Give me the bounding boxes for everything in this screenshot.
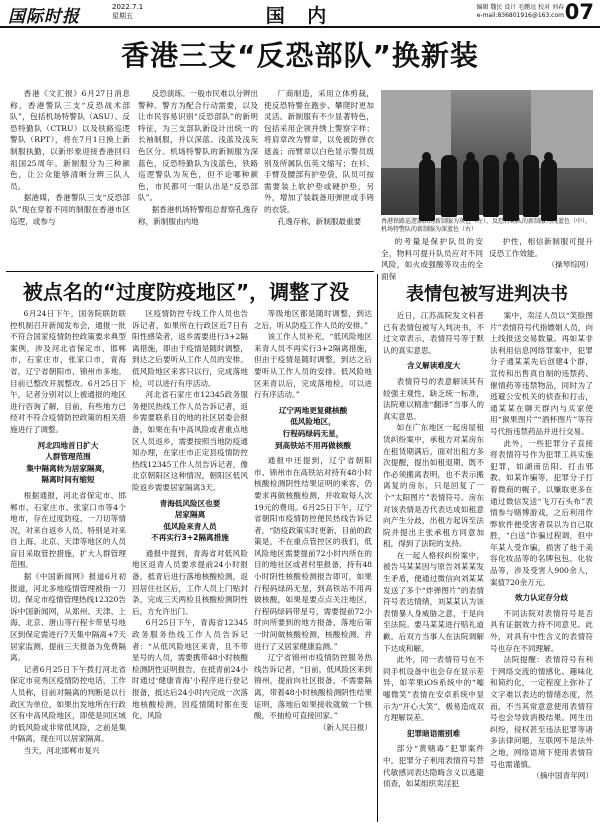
photo-officer-head <box>506 152 515 162</box>
paragraph: 等级地区都是随时调整，到达之后，听从防疫工作人员的安排。” <box>254 309 372 330</box>
page-header <box>0 0 600 28</box>
paragraph: 6月25日下午，青海省12345政务服务热线工作人员告诉记者：“从低风险地区来青，且不带星号的人员，需要携带48小时核酸检测阴性证明报告，在抵青前24小时通过‘健康青海’小程序进行登记报备，抵达后24小时内完成一次落地核酸检测，因疫情随时都在变化，风险 <box>132 618 248 721</box>
paragraph: 记者6月25日下午拨打河北省保定市竞秀区疫情防控电话，工作人员称，目前对隔离的判断是以行政区为单位，如果出发地所在行政区有中高风险地区，即使是同区域的低风险或非常低风险，之前是集中隔离，现在可以居家隔离。 <box>10 664 126 744</box>
paragraph: 该工作人员补充，“低风险地区来青人员不再实行3+2隔离措施，但由于疫情是随时调整，到达之后要听从工作人员的安排。低风险地区来青以后，完成落地检，可以进行有序活动。” <box>254 332 372 400</box>
paragraph: 法院提醒：表情符号有利于网络交流的情感化、趣味化和简约化，一定程度上弥补了文字难以表达的情绪态度，然而，不当其常意意使用表情符号也会导致消极结果。网生出纠纷，侵权甚至违法犯罪等诸多法律问题，互联网不是法外之地，网络语境下使用表情符号也需谨慎。 <box>490 655 593 769</box>
article3-headline: 表情包被写进判决书 <box>406 284 568 305</box>
article1-column-1 <box>10 88 130 258</box>
paragraph: 据香港机场特警组总督察孔逸存称，新制服由内地 <box>138 204 258 226</box>
editor-credits <box>476 4 564 20</box>
photo-officer <box>419 159 435 221</box>
article2-column-1 <box>10 308 126 822</box>
photo-officer-head <box>466 152 475 162</box>
paragraph: 此外，一些犯罪分子直接将表情符号作为犯罪工具实施犯罪，如湖南岳阳、打击邪教、如某诈骗等，犯罪分子打着微商的幌子，以赚取更多在通过微信发送“飞刀石头布”表情参与赌博游戏，之后利用作弊软件便受害者误以为自己取胜，“白送”诈骗过程调，但中年某人受诈骗，损害了他于美容化妆品等的名牌包包、化妆品等，涉及受害人900余人，案值720余万元。 <box>490 438 593 587</box>
article2-source: （新人民日报） <box>318 722 372 732</box>
issue-date: 2022.7.1 <box>112 3 144 11</box>
paragraph: 近日，江苏高院发文科普已有表情包被写入判决书，不过文章表示，表情符号等于默认的真实意思。 <box>383 311 484 355</box>
paragraph: 反恐演练。一般市民难以分辨出警种。警方为配合行动需要，以及让市民容易识别“反恐部队”的新明特征，为三支部队新设计出统一的长袖制服，并以深蓝、浅蓝及浅灰色区分。机场特警队的新制服为深蓝色，反恐特勤队为浅蓝色，铁路巡逻警队为灰色，但不论哪种颜色，市民都可一眼认出是“反恐部队”。 <box>138 89 258 203</box>
paragraph: 表情符号的表意解读其有较强主观性，缺乏统一标准，法院难以精准“翻译”当事人的真实意思。 <box>383 376 484 421</box>
paragraph: 河北省石家庄市12345政务服务便民热线工作人员告诉记者，返乡需要联系目的地的社区居委会报备，如果在有中高风险或者重点地区人员返乡，需要按照当地防疫通知办理，在家庄市正定县疫情防控热线12345工作人员告诉记者，像北京朝阳区这种情况，朝阳区低风险返乡需要居家隔离3天。 <box>132 390 248 492</box>
paragraph: 在一起人格权纠纷案中，被告马某某因与原告刘某某发生矛盾，便通过微信向刘某某发送了多个“炸弹图片”的表情符号表达情绪，刘某某认为该表情暴人身威胁之意，于是向至法院。要马某某进行赔礼道歉。后双方当事人在法院调解下达成和解。 <box>383 550 484 653</box>
column-divider <box>377 274 378 822</box>
article1-column-3 <box>264 88 374 258</box>
article1-column-5 <box>489 236 593 272</box>
editor-names: 编辑 魏民 设计 毛鹏远 校对 刘春 <box>476 4 564 11</box>
article1-column-2 <box>138 88 258 258</box>
paragraph: 护性，相信新制服可提升反恐工作效能。 <box>489 237 593 258</box>
photo-building <box>531 90 593 168</box>
article3-subheading-meaning: 含义解读难度大 <box>406 361 461 371</box>
photo-officer <box>541 159 557 221</box>
article3-subheading-crime: 犯罪暗语需别难 <box>406 728 461 738</box>
article1-photo <box>381 90 593 215</box>
paragraph: 据港媒，香港警队三支“反恐部队”现在穿着不同的制服在香港市区巡逻，或参与 <box>10 193 130 226</box>
article2-subheading-liaoning: 辽宁两地更复健核酸 低风险地区， 行程码绿码无星， 到高铁站不用再做核酸 <box>275 405 351 450</box>
article3-column-2 <box>490 310 593 822</box>
article1-source: （操琴综网） <box>547 260 593 270</box>
paragraph: 此外，同一表情符号在不同手机设备中也会存在显示差异，如苹果iOS系统中的“嘘嘘微笑”表情在安卓系统中显示为“开心大笑”，极易造成双方理解误差。 <box>383 655 484 723</box>
paragraph: 区疫情防控专线工作人员也告诉记者，如果所在行政区近7日有阳性感染者，返乡需要进行3+2隔离措施，即由于疫情是随时调整，到达之后要听从工作人员的安排。低风险地区来客只以行，完成落地检，可以进行有序活动。 <box>132 309 248 388</box>
paragraph: 部分“黄赌毒”犯罪案件中，犯罪分子利用表情符号替代敏感词表达隐晦含义以逃避侦查，如某组织卖淫犯 <box>383 744 484 789</box>
divider <box>6 271 374 272</box>
article2-column-2 <box>132 308 248 822</box>
article2-column-3 <box>254 308 372 822</box>
paragraph: 根据通报，河北省保定市、邯郸市、石家庄市、张家口市等4个地市，存在过度防疫、一刀切等情况，对来自返乡人员、特别是对来自上海、北京、天津等地区的人员盲目采取管控措施，扩大人群管理范围。 <box>10 490 126 570</box>
paragraph: 不同法院对表情符号是否具有证据效力持不同意见。此外，对具有中性含义的表情符号也存在不同理解。 <box>490 608 593 653</box>
article2-headline: 被点名的“过度防疫地区”，调整了没 <box>22 280 350 304</box>
article2-subheading-qinghai: 青海低风险区也要 居家隔离 低风险来青人员 不再实行3+2隔离措施 <box>151 498 229 543</box>
paragraph: 辽宁省锦州市疫情防控服务热线告诉记者，“目前，低风险区来到锦州，提前向社区报备，不需要隔离，带着48小时核酸检测阴性结果证明，落地后如果接收就做一个核酸，不抽检可直接回家。” <box>254 653 372 721</box>
paragraph: 孔逸存称，新制服最重要 <box>277 216 362 226</box>
photo-officer-head <box>544 152 553 162</box>
article1-column-4 <box>381 236 483 281</box>
paragraph: 案中，卖淫人员以“笑脸图片”表情符号代指嫖娼人员，向上线报送交易数量。再如某非法利用信息网络罪案中，犯罪分子通某某先后创建4个群，宣传和出售真自制的违禁药、催情药等违禁物品，同时为了逃避公安机关的侦查和打击，通某某在聊天群内与买家使用“猴果图片”“酒杯图片”等符号代指违禁药品并进行交易。 <box>490 311 593 436</box>
editor-email: e-mail:836801916@163.com <box>476 12 564 19</box>
article2-subheading-hebei: 河北四地首日扩大 人群管理范围 集中隔离转为居家隔离， 隔离时间有缩短 <box>26 440 110 485</box>
photo-officer <box>503 159 519 221</box>
paragraph: 据《中国新闻网》报道6月初报道，河北多地疫情管理被指一刀切。保定市疫情管理热线12320告诉中国新闻网，从郑州、天津、上海、北京、唐山等行程卡带星号地区到保定需进行7天集中隔离+7天居家监测，提前三天报备为免费隔离。 <box>10 572 126 663</box>
article1-headline: 香港三支“反恐部队”换新装 <box>121 39 479 72</box>
photo-officer-head <box>486 155 495 165</box>
paragraph: 厂商制造，采用立体剪裁，使反恐特警在跑步、攀爬时更加灵活。新制服有不少显著特色，包括采用企领并绣上警察字样；将肩章改为臂章，以免被防弹衣遮盖；而臂章以白色显示警员级别及所属队伍英文缩写；在衫、手臂及腰部有护垫袋，队员可按需要装上软护垫或硬护垫，另外，增加了装载备用弹匣或手铐的衣袋。 <box>264 89 374 214</box>
article3-column-1 <box>383 310 484 822</box>
paragraph: 通报中提到，青海省对低风险地区返青人员要求提前24小时报备，抵青后进行落地核酸检测，返回居住社区后，工作人员上门贴封条，完成三天两检且核酸检测阴性后，方允许出门。 <box>132 548 248 616</box>
paragraph: 6月24日下午，国务院联防联控机制召开新闻发布会，通报一批不符合国家疫情防控政策要求典型案例，涉及河北省保定市、邯郸市，石家庄市，张家口市，青海省，辽宁省朝阳市、锦州市多地。目前已整改开展整改。6月25日下午，记者分别对以上被通报的地区进行咨询了解，目前，有些地方已经对不符合疫情防控政策的相关措施进行了调整。 <box>10 309 126 434</box>
paragraph: 香港《文汇报》6月27日消息称，香港警队三支“反恐战术部队”，包括机场特警队（ASU）、反恐特勤队（CTRU）以及铁路巡逻警队（RPT），将在7月1日换上新制服执勤，以新形象迎接香港回归祖国25周年。新制服分为三种颜色，让公众能够清晰分辨三队人员。 <box>10 89 130 191</box>
photo-officer-head <box>422 152 431 162</box>
newspaper-logo: 国际时报 <box>8 7 80 27</box>
article3-subheading-validity: 效力认定存分歧 <box>514 593 569 603</box>
article3-source: （摘中国青年网） <box>532 771 593 781</box>
issue-weekday: 星期五 <box>112 12 133 20</box>
photo-building <box>381 90 451 168</box>
photo-officer <box>463 159 479 221</box>
photo-officer-head <box>526 155 535 165</box>
photo-caption: 香港铁路巡逻部队的新制服为灰色（左），反恐特勤队的新制服为浅蓝色（中），机场特警队的新制服为深蓝色（右） <box>381 218 592 233</box>
paragraph: 如在广东地区一起房屋租赁纠纷案中，承租方对某房东在租赁期满后，面对出租方多次提醒，提出如租退期，既不作必须搬离表明，也不表示搬离复的房东，只是回复了一个“太阳图片”表情符号。房东对该表情是否代表达成如租意向产生分歧，出租方起诉至法院并提出主张承租方同意加租，得到了法院的支持。 <box>383 423 484 549</box>
section-title: 国 内 <box>265 5 335 27</box>
paragraph: 通报中还提到，辽宁省朝阳市、锦州市在高铁站对持有48小时核酸检测阴性结果证明的乘客，仍要求再做核酸检测，并收取每人次19元的费用。6月25日下午，辽宁省朝阳市疫情防控便民热线告诉记者，“防疫政策实时更新，目前的政策是，不在重点管控区的我们，低风险地区需要提前72小时内所在的目的地社区或者村里报备，持有48小时阴性核酸检测报告即可，如果行程码绿码无星，到高铁站不用再做核酸，如果是要点点关注地区，行程码绿码带星号，需要提前72小时向所要到的地方报备，落地后第一时间做核酸检测，核酸检测、并进行了又居家健康监测。” <box>254 456 372 651</box>
paragraph: 的考量是保护队员的安全，物料可提升队员应对不同风险，如火或强酸等攻击的全面保 <box>381 237 483 281</box>
paragraph: 当天，河北邯郸市复兴 <box>23 745 100 755</box>
page-number: 07 <box>564 0 594 24</box>
photo-officer-head <box>444 155 453 165</box>
